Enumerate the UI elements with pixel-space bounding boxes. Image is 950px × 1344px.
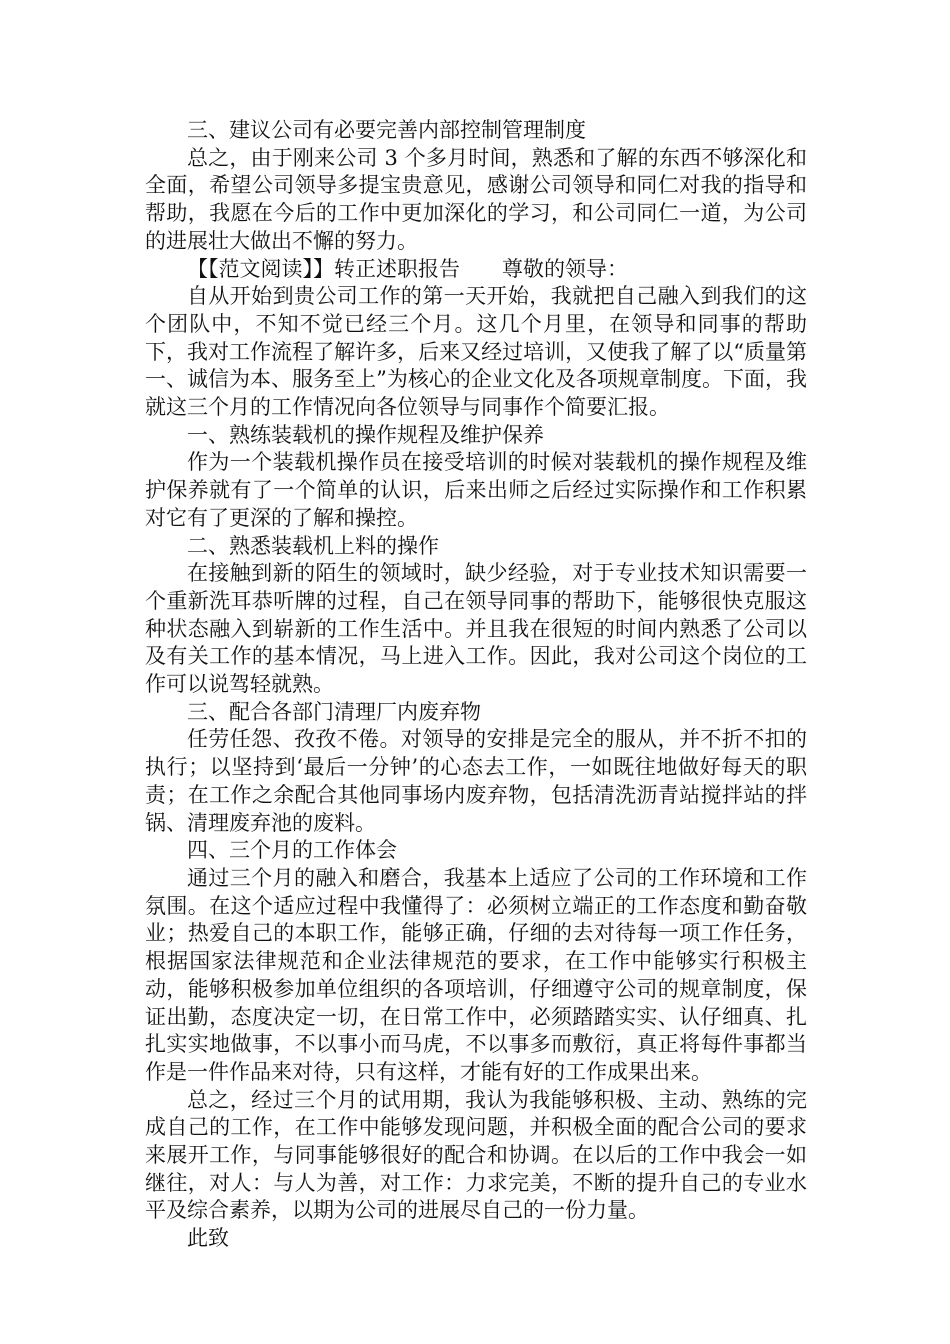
paragraph-section-4: 通过三个月的融入和磨合，我基本上适应了公司的工作环境和工作氛围。在这个适应过程中我懂得了：必须树立端正的工作态度和勤奋敬业；热爱自己的本职工作，能够正确，仔细的去对待每一项工作任务，根据国家法律规范和企业法律规范的要求，在工作中能够实行积极主动，能够积极参加单位组织的各项培训，仔细遵守公司的规章制度，保证出勤，态度决定一切，在日常工作中，必须踏踏实实、认仔细真、扎扎实实地做事，不以事小而马虎，不以事多而敷衍，真正将每件事都当作是一件作品来对待，只有这样，才能有好的工作成果出来。: [145, 865, 807, 1084]
paragraph-introduction: 自从开始到贵公司工作的第一天开始，我就把自己融入到我们的这个团队中，不知不觉已经三个月。这几个月里，在领导和同事的帮助下，我对工作流程了解许多，后来又经过培训，又使我了解了以“质量第一、诚信为本、服务至上”为核心的企业文化及各项规章制度。下面，我就这三个月的工作情况向各位领导与同事作个简要汇报。: [145, 284, 807, 420]
section-heading-3: 三、配合各部门清理厂内废弃物: [187, 699, 481, 724]
section-heading-4: 四、三个月的工作体会: [187, 838, 397, 863]
section-heading-internal-control: 三、建议公司有必要完善内部控制管理制度: [187, 118, 586, 142]
report-title-line: 【【范文阅读】】转正述职报告 尊敬的领导：: [187, 256, 628, 281]
closing-salutation: 此致: [187, 1226, 229, 1251]
paragraph-summary-intro: 总之，由于刚来公司 3 个多月时间，熟悉和了解的东西不够深化和全面，希望公司领导多提宝贵意见，感谢公司领导和同仁对我的指导和帮助，我愿在今后的工作中更加深化的学习，和公司同仁一道，为公司的进展壮大做出不懈的努力。: [145, 145, 807, 253]
paragraph-section-1: 作为一个装载机操作员在接受培训的时候对装载机的操作规程及维护保养就有了一个简单的认识，后来出师之后经过实际操作和工作积累对它有了更深的了解和操控。: [145, 450, 807, 530]
section-heading-2: 二、熟悉装载机上料的操作: [187, 533, 439, 558]
paragraph-section-3: 任劳任怨、孜孜不倦。对领导的安排是完全的服从，并不折不扣的执行；以坚持到‘最后一分钟’的心态去工作，一如既往地做好每天的职责；在工作之余配合其他同事场内废弃物，包括清洗沥青站搅拌站的拌锅、清理废弃池的废料。: [145, 727, 807, 835]
paragraph-section-2: 在接触到新的陌生的领域时，缺少经验，对于专业技术知识需要一个重新洗耳恭听牌的过程，自己在领导同事的帮助下，能够很快克服这种状态融入到崭新的工作生活中。并且我在很短的时间内熟悉了公司以及有关工作的基本情况，马上进入工作。因此，我对公司这个岗位的工作可以说驾轻就熟。: [145, 561, 807, 697]
paragraph-conclusion: 总之，经过三个月的试用期，我认为我能够积极、主动、熟练的完成自己的工作，在工作中能够发现问题，并积极全面的配合公司的要求来展开工作，与同事能够很好的配合和协调。在以后的工作中我会一如继往，对人：与人为善，对工作：力求完美，不断的提升自己的专业水平及综合素养，以期为公司的进展尽自己的一份力量。: [145, 1087, 807, 1223]
document-body: [145, 117, 807, 1253]
section-heading-1: 一、熟练装载机的操作规程及维护保养: [187, 422, 544, 447]
